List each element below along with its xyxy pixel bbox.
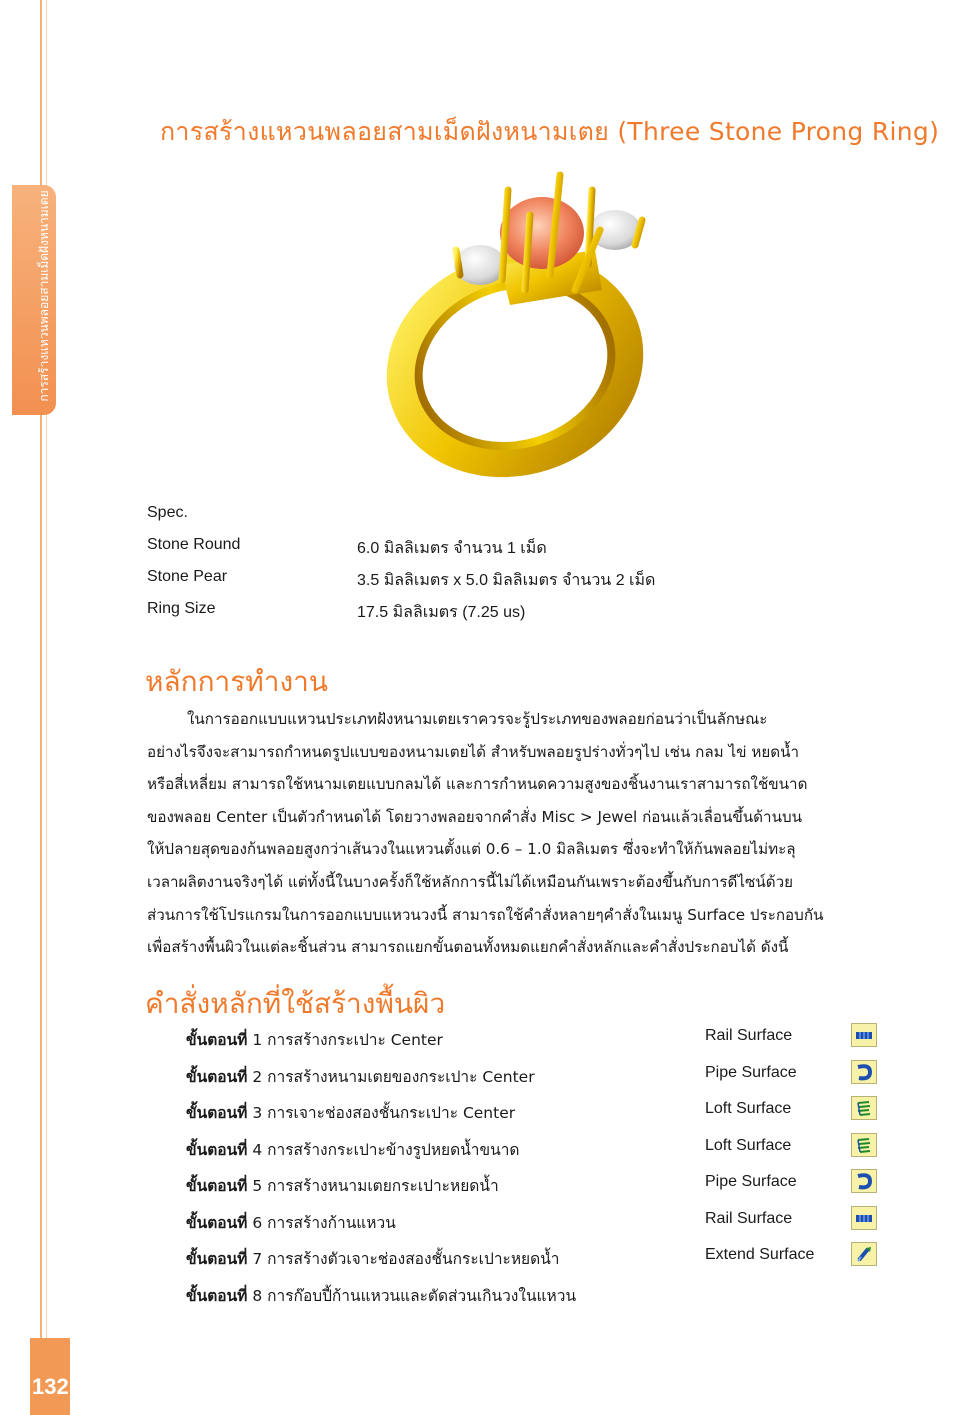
step-number: 1 — [252, 1031, 263, 1049]
spec-value: 3.5 มิลลิเมตร x 5.0 มิลลิเมตร จำนวน 2 เม็ด — [357, 572, 656, 589]
step-description: การเจาะช่องสองชั้นกระเปาะ Center — [267, 1104, 516, 1122]
step-description: การก๊อบปี้ก้านแหวนและตัดส่วนเกินวงในแหวน — [267, 1286, 577, 1305]
step-tool: Rail Surface — [705, 1209, 793, 1227]
step-number: 4 — [252, 1140, 263, 1159]
principle-paragraph — [147, 703, 912, 964]
three-stone-ring-illustration — [380, 170, 680, 480]
spec-row — [147, 568, 847, 594]
step-row — [186, 1246, 906, 1278]
step-description: การสร้างก้านแหวน — [267, 1213, 396, 1232]
step-row — [186, 1064, 906, 1096]
paragraph-line: ของพลอย Center เป็นตัวกำหนดได้ โดยวางพลอยจากคำสั่ง Misc > Jewel ก่อนแล้วเลื่อนขึ้นด้านบน — [147, 807, 802, 826]
pipe-surface-icon — [851, 1169, 877, 1193]
step-tool: Pipe Surface — [705, 1063, 797, 1081]
step-description: การสร้างกระเปาะ Center — [267, 1031, 443, 1049]
step-tool: Loft Surface — [705, 1100, 792, 1117]
page-number: 132 — [32, 1374, 69, 1399]
step-prefix: ขั้นตอนที่ — [186, 1250, 248, 1268]
step-number: 5 — [252, 1177, 263, 1195]
step-prefix: ขั้นตอนที่ — [186, 1213, 248, 1232]
spec-row — [147, 600, 847, 626]
step-row — [186, 1137, 906, 1169]
rail-surface-icon — [851, 1206, 877, 1230]
step-tool: Rail Surface — [705, 1027, 793, 1044]
step-description: การสร้างตัวเจาะช่องสองชั้นกระเปาะหยดน้ำ — [267, 1250, 560, 1268]
step-prefix: ขั้นตอนที่ — [186, 1104, 248, 1122]
step-tool: Loft Surface — [705, 1136, 792, 1154]
paragraph-line: หรือสี่เหลี่ยม สามารถใช้หนามเตยแบบกลมได้ และการกำหนดความสูงของชิ้นงานเราสามารถใช้ขนาด — [147, 775, 808, 794]
step-description: การสร้างกระเปาะข้างรูปหยดน้ำขนาด — [267, 1140, 520, 1159]
principle-heading: หลักการทำงาน — [145, 665, 328, 698]
step-row — [186, 1173, 906, 1205]
loft-surface-icon — [851, 1133, 877, 1157]
commands-heading: คำสั่งหลักที่ใช้สร้างพื้นผิว — [145, 987, 446, 1020]
step-number: 6 — [252, 1213, 263, 1232]
step-number: 2 — [252, 1067, 263, 1086]
step-row — [186, 1027, 906, 1059]
paragraph-line: ส่วนการใช้โปรแกรมในการออกแบบแหวนวงนี้ สามารถใช้คำสั่งหลายๆคำสั่งในเมนู Surface ประกอบกัน — [147, 905, 824, 924]
step-tool: Pipe Surface — [705, 1173, 797, 1190]
step-number: 7 — [252, 1250, 263, 1268]
step-prefix: ขั้นตอนที่ — [186, 1067, 248, 1086]
step-prefix: ขั้นตอนที่ — [186, 1286, 248, 1305]
chapter-side-tab — [12, 185, 56, 415]
step-row — [186, 1283, 906, 1315]
step-prefix: ขั้นตอนที่ — [186, 1031, 248, 1049]
pipe-surface-icon — [851, 1060, 877, 1084]
step-description: การสร้างหนามเตยของกระเปาะ Center — [267, 1067, 535, 1086]
spec-heading: Spec. — [147, 504, 188, 521]
spec-row — [147, 536, 847, 562]
spec-value: 17.5 มิลลิเมตร (7.25 us) — [357, 604, 526, 621]
spec-value: 6.0 มิลลิเมตร จำนวน 1 เม็ด — [357, 540, 547, 557]
rail-surface-icon — [851, 1023, 877, 1047]
center-stone — [500, 197, 584, 269]
step-number: 8 — [252, 1286, 263, 1305]
paragraph-line: เวลาผลิตงานจริงๆได้ แต่ทั้งนี้ในบางครั้งก็ใช้หลักการนี้ไม่ได้เหมือนกันเพราะต้องขึ้นกับการดีไซน์ด้วย — [147, 872, 794, 891]
step-prefix: ขั้นตอนที่ — [186, 1177, 248, 1195]
spec-label: Stone Pear — [147, 568, 228, 585]
spec-label: Stone Round — [147, 536, 241, 553]
step-row — [186, 1210, 906, 1242]
step-tool: Extend Surface — [705, 1246, 815, 1263]
paragraph-line: อย่างไรจึงจะสามารถกำหนดรูปแบบของหนามเตยได้ สำหรับพลอยรูปร่างทั่วๆไป เช่น กลม ไข่ หยดน้ำ — [147, 742, 800, 761]
step-number: 3 — [252, 1104, 263, 1122]
chapter-side-tab-label: การสร้างแหวนพลอยสามเม็ดฝังหนามเตย — [37, 190, 51, 402]
paragraph-line: ในการออกแบบแหวนประเภทฝังหนามเตยเราควรจะรู้ประเภทของพลอยก่อนว่าเป็นลักษณะ — [187, 710, 768, 728]
spec-label: Ring Size — [147, 600, 216, 617]
step-prefix: ขั้นตอนที่ — [186, 1140, 248, 1159]
loft-surface-icon — [851, 1096, 877, 1120]
extend-surface-icon — [851, 1242, 877, 1266]
step-description: การสร้างหนามเตยกระเปาะหยดน้ำ — [267, 1177, 499, 1195]
paragraph-line: เพื่อสร้างพื้นผิวในแต่ละชิ้นส่วน สามารถแยกขั้นตอนทั้งหมดแยกคำสั่งหลักและคำสั่งประกอบได้ ดังนี้ — [147, 938, 789, 957]
paragraph-line: ให้ปลายสุดของก้นพลอยสูงกว่าเส้นวงในแหวนตั้งแต่ 0.6 – 1.0 มิลลิเมตร ซึ่งจะทำให้ก้นพลอยไม่ทะลุ — [147, 840, 796, 859]
page-title: การสร้างแหวนพลอยสามเม็ดฝังหนามเตย (Three Stone Prong Ring) — [160, 117, 940, 146]
step-row — [186, 1100, 906, 1132]
